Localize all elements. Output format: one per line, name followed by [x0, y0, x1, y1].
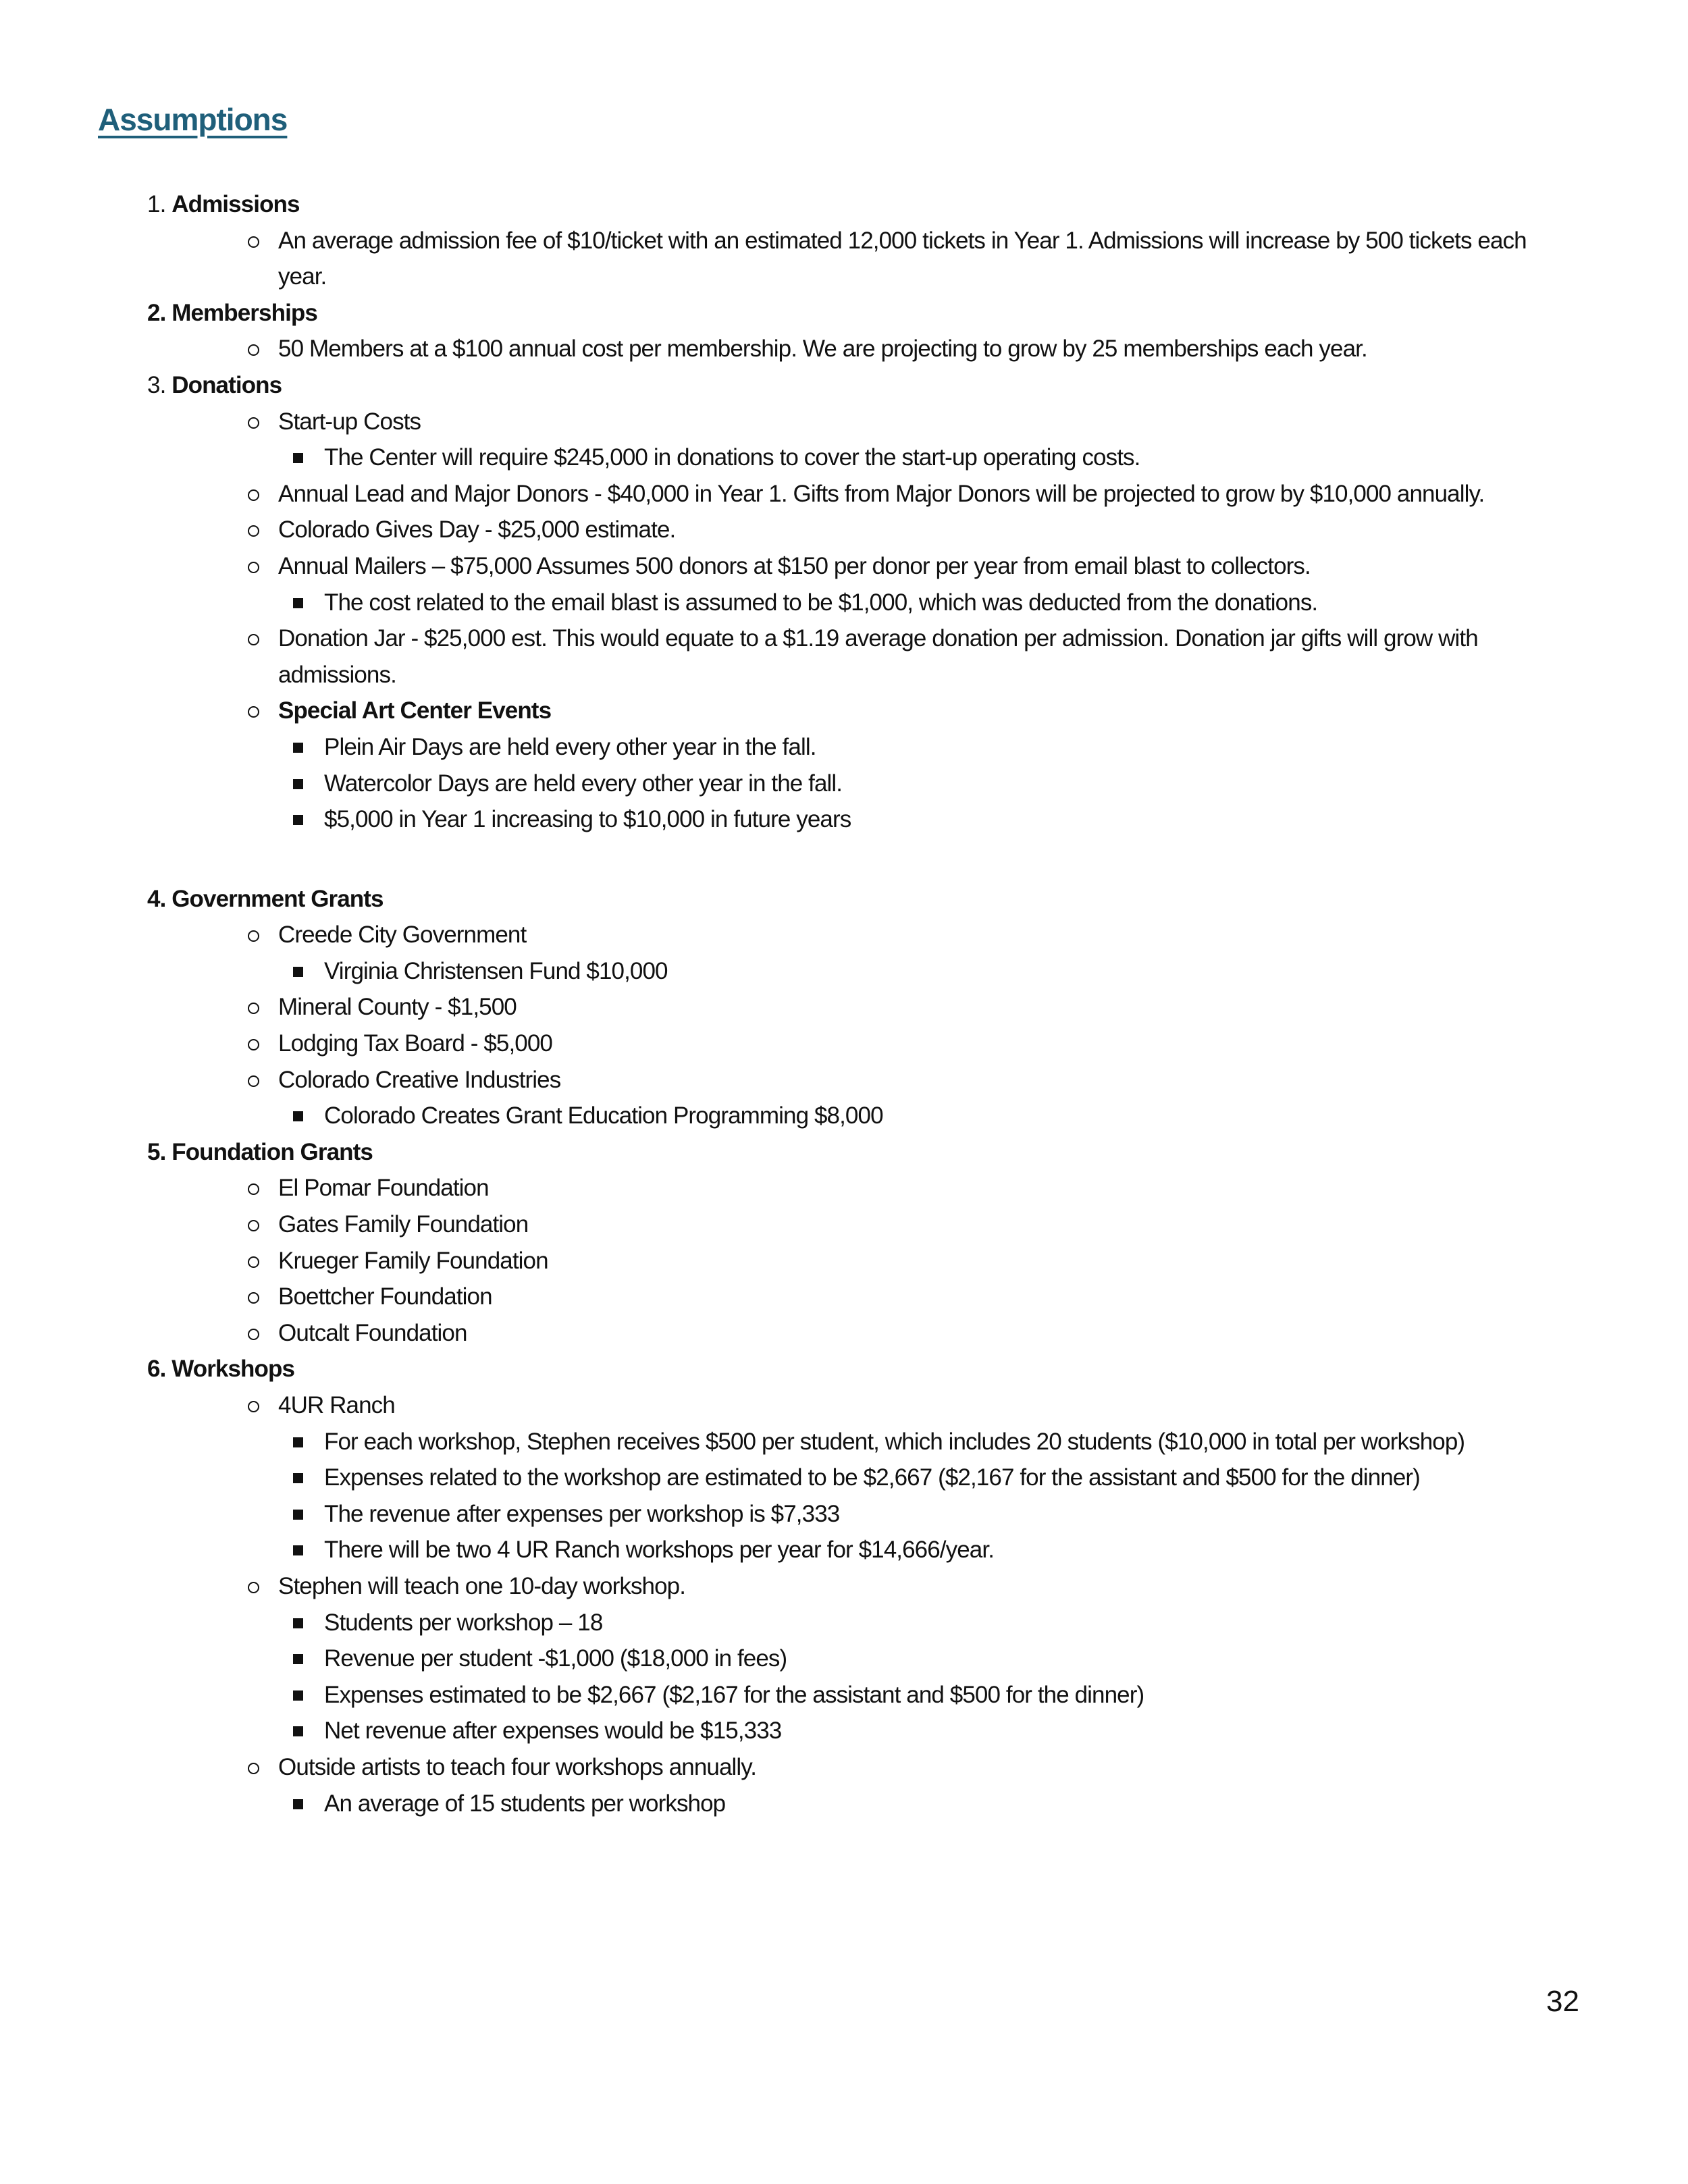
sub-list-item	[0, 585, 1554, 621]
square-bullet-icon	[293, 815, 303, 825]
hollow-circle-bullet-icon	[248, 1220, 259, 1231]
hollow-circle-bullet-icon	[248, 1256, 259, 1268]
list-item-text: Start-up Costs	[278, 408, 421, 435]
hollow-circle-bullet-icon	[248, 1075, 259, 1087]
hollow-circle-bullet-icon	[248, 525, 259, 537]
list-item-text: Creede City Government	[278, 922, 527, 949]
hollow-circle-bullet-icon	[248, 236, 259, 248]
sub-list-item	[0, 801, 1554, 838]
list-item-text: Colorado Creative Industries	[278, 1066, 561, 1093]
list-item-text: El Pomar Foundation	[278, 1175, 489, 1202]
square-bullet-icon	[293, 743, 303, 753]
list-item-text: 4UR Ranch	[278, 1392, 395, 1418]
section-title: Workshops	[172, 1356, 295, 1383]
list-item	[0, 476, 1554, 512]
list-item	[0, 1062, 1554, 1098]
page-number: 32	[1546, 1985, 1579, 2018]
list-item	[0, 989, 1554, 1026]
square-bullet-icon	[293, 598, 303, 608]
hollow-circle-bullet-icon	[248, 1763, 259, 1774]
sub-list-item	[0, 766, 1554, 802]
section-heading	[0, 295, 1688, 331]
section-heading	[0, 1351, 1688, 1387]
sub-list-item	[0, 1786, 1554, 1822]
hollow-circle-bullet-icon	[248, 706, 259, 718]
sub-list-item	[0, 1424, 1554, 1460]
sub-list-item	[0, 1460, 1554, 1496]
list-item-text: Lodging Tax Board - $5,000	[278, 1030, 552, 1057]
sub-list-item-text: Expenses related to the workshop are estimated to be $2,667 ($2,167 for the assistant and $500 for the dinner)	[324, 1464, 1420, 1491]
list-item-text: Annual Lead and Major Donors - $40,000 in Year 1. Gifts from Major Donors will be projected to grow by $10,000 annually.	[278, 480, 1485, 507]
sub-list-item-text: $5,000 in Year 1 increasing to $10,000 in future years	[324, 806, 851, 833]
list-item	[0, 1568, 1554, 1605]
list-item-text: Annual Mailers – $75,000 Assumes 500 donors at $150 per donor per year from email blast to collectors.	[278, 552, 1311, 579]
section-title: Government Grants	[172, 885, 384, 912]
square-bullet-icon	[293, 1690, 303, 1701]
list-item	[0, 1243, 1554, 1279]
section-title: Foundation Grants	[172, 1138, 373, 1165]
list-item	[0, 620, 1554, 693]
square-bullet-icon	[293, 1654, 303, 1664]
sub-list-item-text: The cost related to the email blast is assumed to be $1,000, which was deducted from the donations.	[324, 589, 1318, 616]
hollow-circle-bullet-icon	[248, 1003, 259, 1014]
hollow-circle-bullet-icon	[248, 1401, 259, 1412]
sub-list-item	[0, 1641, 1554, 1677]
section-title: Donations	[172, 371, 282, 398]
sub-list-item-text: Watercolor Days are held every other year in the fall.	[324, 770, 843, 797]
hollow-circle-bullet-icon	[248, 489, 259, 501]
sub-list-item	[0, 1605, 1554, 1641]
list-item	[0, 1749, 1554, 1786]
list-item	[0, 548, 1554, 585]
section-number: 2.	[147, 299, 166, 326]
section-title: Admissions	[172, 191, 300, 217]
hollow-circle-bullet-icon	[248, 1039, 259, 1050]
hollow-circle-bullet-icon	[248, 562, 259, 573]
hollow-circle-bullet-icon	[248, 634, 259, 645]
sub-list-item	[0, 1496, 1554, 1533]
list-item-text: Special Art Center Events	[278, 697, 552, 724]
section-number: 3.	[147, 371, 166, 398]
section-number: 4.	[147, 885, 166, 912]
hollow-circle-bullet-icon	[248, 417, 259, 429]
sub-list-item-text: Expenses estimated to be $2,667 ($2,167 for the assistant and $500 for the dinner)	[324, 1681, 1144, 1708]
list-item-text: Donation Jar - $25,000 est. This would equate to a $1.19 average donation per admission. Donation jar gifts will grow with admissions.	[278, 625, 1478, 688]
list-item-text: Boettcher Foundation	[278, 1283, 492, 1310]
sub-list-item-text: The revenue after expenses per workshop is $7,333	[324, 1500, 840, 1527]
page-title: Assumptions	[98, 102, 288, 137]
list-item-text: Colorado Gives Day - $25,000 estimate.	[278, 516, 676, 543]
list-item-text: Krueger Family Foundation	[278, 1247, 548, 1274]
section-number: 1.	[147, 191, 166, 217]
list-item	[0, 1387, 1554, 1424]
square-bullet-icon	[293, 967, 303, 977]
sub-list-item-text: An average of 15 students per workshop	[324, 1790, 726, 1817]
section-number: 6.	[147, 1356, 166, 1383]
list-item-text: Outside artists to teach four workshops annually.	[278, 1753, 757, 1780]
sub-list-item	[0, 1532, 1554, 1568]
list-item-text: An average admission fee of $10/ticket with an estimated 12,000 tickets in Year 1. Admissions will increase by 500 tickets each year.	[278, 227, 1527, 290]
sub-list-item-text: Virginia Christensen Fund $10,000	[324, 957, 668, 984]
sub-list-item	[0, 953, 1554, 990]
sub-list-item	[0, 440, 1554, 476]
list-item	[0, 1026, 1554, 1062]
sub-list-item-text: Revenue per student -$1,000 ($18,000 in fees)	[324, 1645, 787, 1672]
sub-list-item-text: Net revenue after expenses would be $15,333	[324, 1717, 782, 1744]
list-item-text: Gates Family Foundation	[278, 1211, 529, 1238]
section-heading	[0, 186, 1688, 223]
hollow-circle-bullet-icon	[248, 344, 259, 356]
list-item	[0, 917, 1554, 953]
hollow-circle-bullet-icon	[248, 1582, 259, 1593]
list-item-text: Mineral County - $1,500	[278, 994, 517, 1021]
section-spacer	[0, 838, 1688, 881]
square-bullet-icon	[293, 1437, 303, 1447]
hollow-circle-bullet-icon	[248, 1329, 259, 1340]
list-item-text: Outcalt Foundation	[278, 1319, 467, 1346]
section-heading	[0, 1134, 1688, 1171]
sub-list-item-text: The Center will require $245,000 in donations to cover the start-up operating costs.	[324, 444, 1140, 471]
sub-list-item-text: Plein Air Days are held every other year in the fall.	[324, 733, 816, 760]
section-title: Memberships	[172, 299, 317, 326]
square-bullet-icon	[293, 1618, 303, 1628]
list-item-text: Stephen will teach one 10-day workshop.	[278, 1572, 686, 1599]
square-bullet-icon	[293, 1111, 303, 1121]
list-item	[0, 331, 1554, 367]
square-bullet-icon	[293, 1473, 303, 1483]
list-item	[0, 1279, 1554, 1315]
sub-list-item-text: Colorado Creates Grant Education Programming $8,000	[324, 1102, 883, 1129]
section-number: 5.	[147, 1138, 166, 1165]
sub-list-item	[0, 1677, 1554, 1713]
sub-list-item-text: Students per workshop – 18	[324, 1609, 603, 1636]
square-bullet-icon	[293, 779, 303, 789]
hollow-circle-bullet-icon	[248, 930, 259, 942]
section-heading	[0, 881, 1688, 917]
list-item	[0, 404, 1554, 440]
section-heading	[0, 367, 1688, 404]
sub-list-item-text: For each workshop, Stephen receives $500 per student, which includes 20 students ($10,000 in total per workshop)	[324, 1428, 1465, 1455]
sub-list-item	[0, 729, 1554, 766]
list-item	[0, 1206, 1554, 1243]
hollow-circle-bullet-icon	[248, 1183, 259, 1195]
sub-list-item	[0, 1098, 1554, 1134]
square-bullet-icon	[293, 453, 303, 463]
square-bullet-icon	[293, 1799, 303, 1809]
hollow-circle-bullet-icon	[248, 1292, 259, 1304]
list-item	[0, 223, 1554, 295]
sub-list-item	[0, 1713, 1554, 1749]
square-bullet-icon	[293, 1510, 303, 1520]
sub-list-item-text: There will be two 4 UR Ranch workshops per year for $14,666/year.	[324, 1537, 995, 1564]
list-item	[0, 512, 1554, 548]
square-bullet-icon	[293, 1726, 303, 1736]
list-item	[0, 1315, 1554, 1352]
list-item-text: 50 Members at a $100 annual cost per membership. We are projecting to grow by 25 memberships each year.	[278, 336, 1367, 363]
list-item	[0, 1170, 1554, 1206]
square-bullet-icon	[293, 1545, 303, 1555]
assumptions-list	[0, 186, 1688, 1821]
list-item	[0, 693, 1554, 729]
